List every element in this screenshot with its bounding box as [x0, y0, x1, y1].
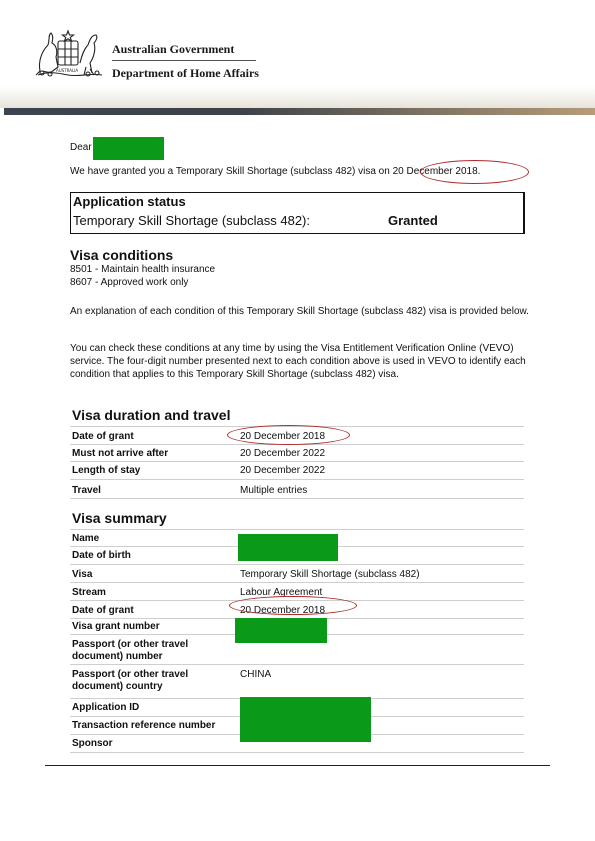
application-status-visa: Temporary Skill Shortage (subclass 482): [73, 213, 310, 228]
table-row [70, 462, 524, 480]
row-label: Length of stay [72, 465, 141, 476]
row-label: Stream [72, 587, 106, 598]
table-row [70, 445, 524, 462]
conditions-explanation: An explanation of each condition of this Temporary Skill Shortage (subclass 482) visa is provided below. [70, 306, 529, 317]
svg-text:AUSTRALIA: AUSTRALIA [56, 68, 79, 73]
table-row [70, 665, 524, 699]
row-value: 20 December 2022 [240, 448, 326, 459]
visa-conditions-heading: Visa conditions [70, 247, 174, 263]
header-band [4, 108, 595, 115]
redacted-application-sponsor [240, 697, 371, 742]
row-label: Visa grant number [72, 621, 160, 632]
redacted-recipient-name [93, 137, 164, 160]
row-label: Visa [72, 569, 93, 580]
condition-item: 8501 - Maintain health insurance [70, 264, 216, 275]
row-value: 20 December 2018 [240, 605, 326, 616]
row-label: Name [72, 533, 100, 544]
row-label: Must not arrive after [72, 448, 169, 459]
row-value: 20 December 2018 [240, 431, 326, 442]
header-divider [112, 60, 256, 61]
table-row [70, 480, 524, 499]
row-label: Date of grant [72, 605, 134, 616]
header-band-fade [0, 86, 595, 108]
condition-item: 8607 - Approved work only [70, 277, 189, 288]
row-label: Date of grant [72, 431, 134, 442]
vevo-explanation: You can check these conditions at any time by using the Visa Entitlement Verification Online (VEVO) service. The four-digit number presented next to each condition above is used in VEVO to identify each condition that applies to this Temporary Skill Shortage (subclass 482) visa. [70, 343, 526, 380]
grant-sentence: We have granted you a Temporary Skill Shortage (subclass 482) visa on 20 December 2018. [70, 166, 481, 177]
row-value: Temporary Skill Shortage (subclass 482) [240, 569, 420, 580]
row-label: Travel [72, 485, 101, 496]
row-value: CHINA [240, 669, 272, 680]
table-row [70, 565, 524, 583]
annotation-circle [420, 160, 529, 184]
annotation-circle [229, 596, 357, 615]
application-status-value: Granted [388, 213, 438, 228]
department-name: Department of Home Affairs [112, 66, 259, 80]
row-value: 20 December 2022 [240, 465, 326, 476]
row-label: Passport (or other travel document) country [72, 669, 189, 692]
application-status-title: Application status [73, 194, 186, 209]
visa-duration-heading: Visa duration and travel [72, 407, 231, 423]
salutation: Dear [70, 142, 92, 153]
government-name: Australian Government [112, 42, 235, 56]
row-label: Date of birth [72, 550, 131, 561]
coat-of-arms-icon [34, 27, 104, 79]
footer-divider [45, 765, 550, 766]
redacted-grant-passport-number [235, 618, 327, 643]
row-value: Labour Agreement [240, 587, 323, 598]
annotation-circle [227, 425, 350, 445]
row-label: Transaction reference number [72, 720, 216, 731]
visa-summary-heading: Visa summary [72, 510, 167, 526]
redacted-name-dob [238, 534, 338, 561]
row-label: Passport (or other travel document) number [72, 639, 189, 662]
row-label: Sponsor [72, 738, 113, 749]
row-label: Application ID [72, 702, 140, 713]
row-value: Multiple entries [240, 485, 308, 496]
grant-sentence-date: 20 December 2018 [392, 166, 478, 177]
